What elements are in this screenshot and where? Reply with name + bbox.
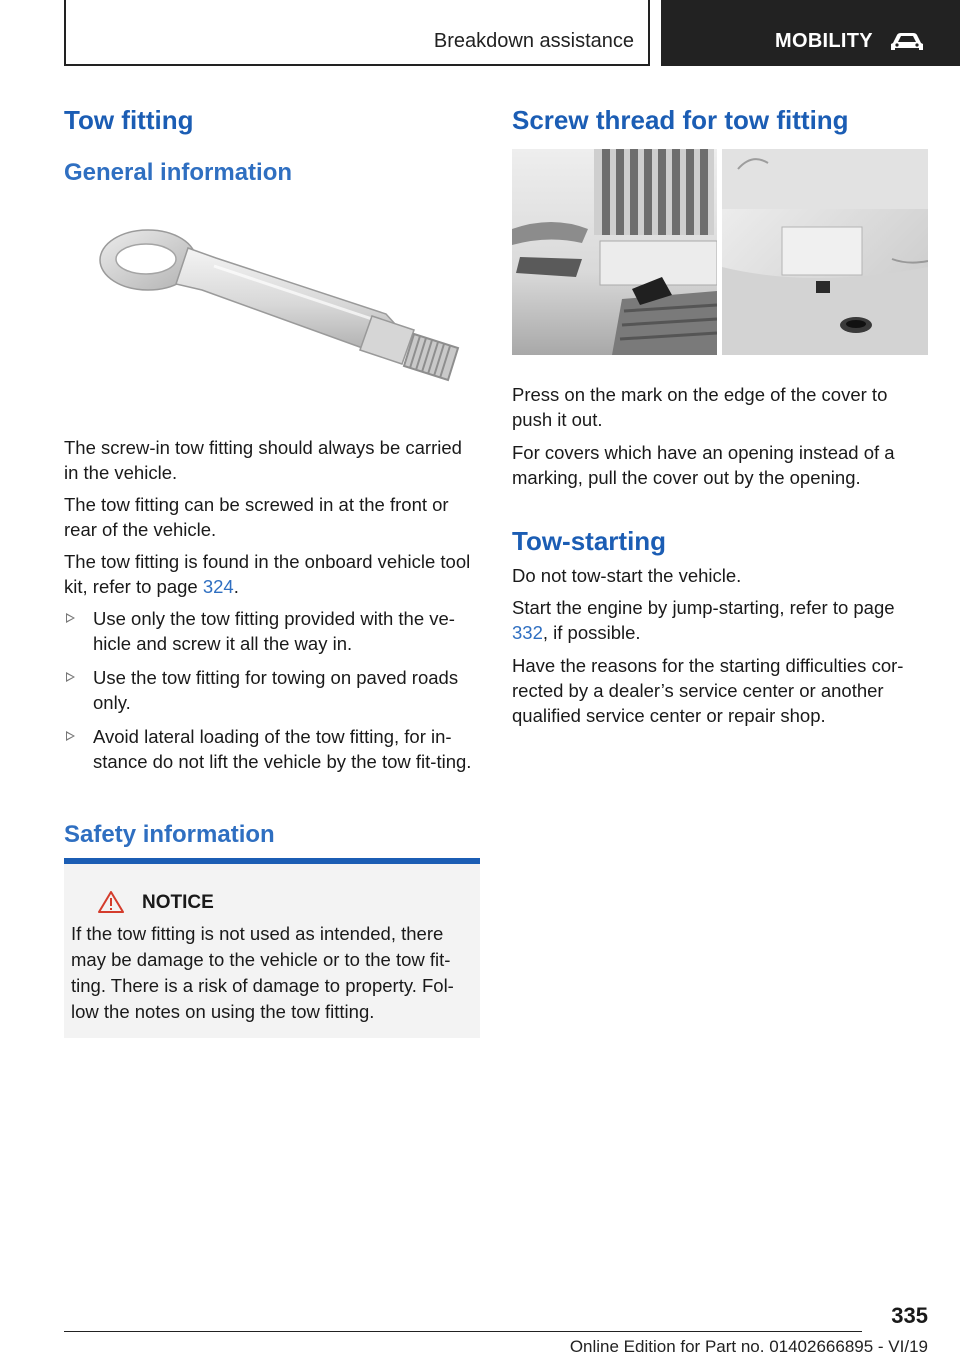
chapter-title: MOBILITY — [775, 30, 873, 52]
bumper-screw-thread-image — [512, 149, 928, 355]
tow-fitting-image — [96, 218, 466, 388]
warning-icon — [98, 890, 124, 914]
triangle-bullet-icon — [66, 672, 75, 682]
paragraph-opening: For covers which have an opening instead of a marking, pull the cover out by the opening. — [512, 442, 895, 488]
section-tab — [64, 0, 650, 66]
section-heading-screw-thread: Screw thread for tow fitting — [512, 105, 849, 135]
page-link-332[interactable]: 332 — [512, 622, 543, 643]
paragraph-press-mark: Press on the mark on the edge of the cover to push it out. — [512, 384, 888, 430]
paragraph-jump-start: Start the engine by jump-starting, refer to page 332, if possible. — [512, 597, 895, 643]
footer-edition: Online Edition for Part no. 01402666895 - VI/19 — [569, 1337, 928, 1356]
section-heading-tow-starting: Tow-starting — [512, 526, 667, 556]
paragraph-tool-kit: The tow fitting is found in the onboard vehicle tool kit, refer to page 324. — [64, 551, 471, 597]
subheading-safety-information: Safety information — [64, 821, 275, 848]
section-heading-tow-fitting: Tow fitting — [64, 105, 194, 135]
car-icon — [889, 29, 925, 53]
notice-box — [64, 858, 480, 1038]
notice-label: NOTICE — [142, 892, 214, 913]
bullet-list — [64, 606, 480, 783]
page-number: 335 — [891, 1303, 928, 1328]
footer-divider — [64, 1331, 862, 1332]
paragraph-no-tow-start: Do not tow-start the vehicle. — [512, 565, 742, 586]
page-header — [64, 0, 960, 66]
page-link-324[interactable]: 324 — [202, 576, 234, 597]
notice-text: If the tow fitting is not used as intended, there may be damage to the vehicle or to the tow fit‐ting. There is a risk of damage to property. Fol‐low the notes on using the tow fitting. — [71, 923, 454, 1022]
paragraph-front-rear: The tow fitting can be screwed in at the front or rear of the vehicle. — [64, 494, 449, 540]
triangle-bullet-icon — [66, 731, 75, 741]
triangle-bullet-icon — [66, 613, 75, 623]
chapter-tab — [661, 0, 960, 66]
list-item: Use only the tow fitting provided with the ve‐hicle and screw it all the way in. — [64, 606, 480, 656]
list-item: Use the tow fitting for towing on paved roads only. — [64, 665, 480, 715]
section-title: Breakdown assistance — [433, 30, 634, 52]
paragraph-reasons: Have the reasons for the starting difficulties cor‐rected by a dealer’s service center or another qualified service center or repair shop. — [512, 655, 904, 726]
subheading-general-information: General information — [64, 159, 293, 186]
list-item: Avoid lateral loading of the tow fitting, for in‐stance do not lift the vehicle by the tow fit‐ting. — [64, 724, 480, 774]
paragraph-carried: The screw-in tow fitting should always be carried in the vehicle. — [64, 437, 462, 483]
